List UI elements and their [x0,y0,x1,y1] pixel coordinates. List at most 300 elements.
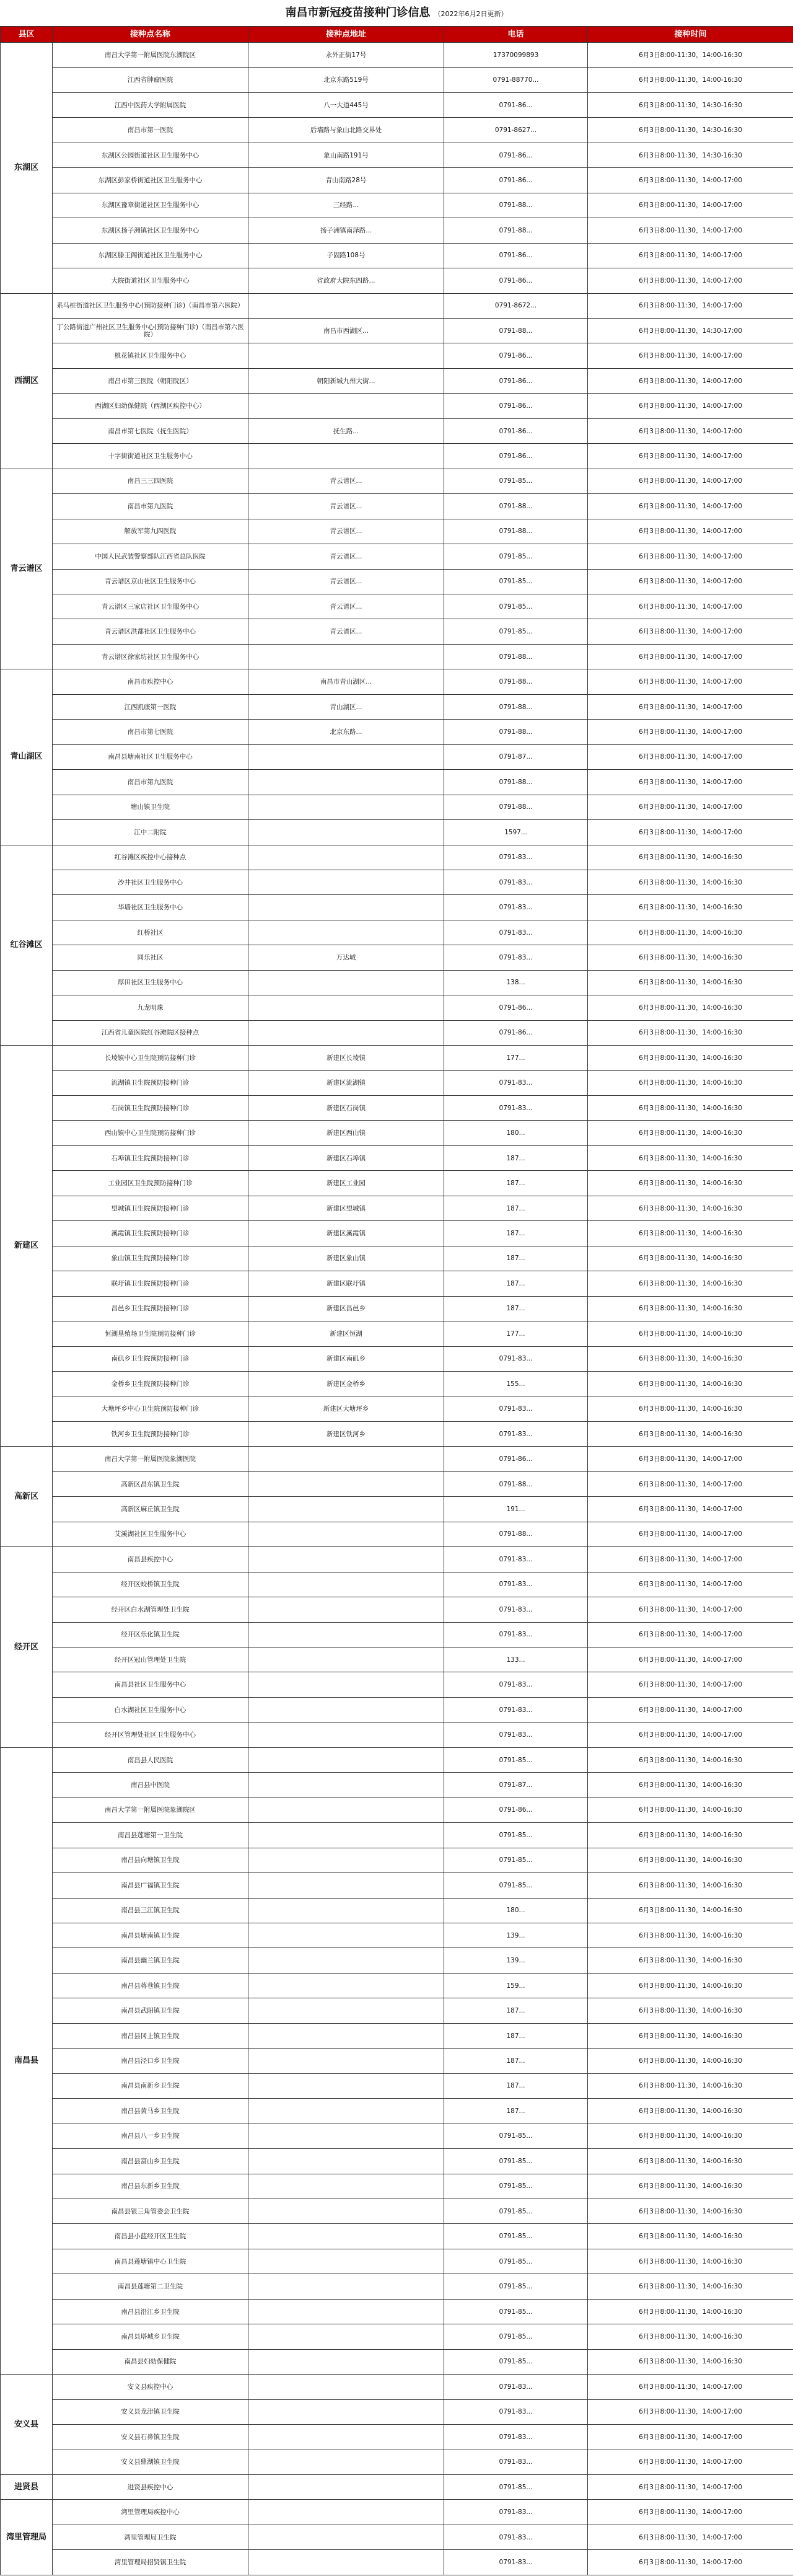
address-cell [248,2274,444,2299]
phone-cell: 0791-83... [444,845,588,870]
time-cell: 6月3日8:00-11:30，14:00-16:30 [588,1998,793,2023]
phone-cell: 0791-86... [444,243,588,268]
phone-cell: 0791-85... [444,1848,588,1872]
time-cell: 6月3日8:00-11:30，14:00-16:30 [588,1823,793,1848]
name-cell: 红谷滩区疾控中心接种点 [53,845,248,870]
time-cell: 6月3日8:00-11:30，14:00-17:00 [588,544,793,569]
table-row [1,118,793,143]
phone-cell: 0791-85... [444,2199,588,2223]
phone-cell: 187... [444,2073,588,2098]
vaccination-table [0,26,793,2575]
time-cell: 6月3日8:00-11:30，14:00-16:30 [588,1747,793,1772]
time-cell: 6月3日8:00-11:30，14:00-16:30 [588,2199,793,2223]
table-row [1,945,793,970]
phone-cell: 187... [444,2099,588,2124]
table-row [1,1773,793,1797]
name-cell: 南昌县银三角管委会卫生院 [53,2199,248,2223]
table-row [1,1647,793,1672]
table-row [1,770,793,795]
phone-cell: 0791-88... [444,218,588,243]
phone-cell: 0791-83... [444,920,588,945]
address-cell [248,795,444,819]
table-row [1,1747,793,1772]
name-cell: 金桥乡卫生院预防接种门诊 [53,1372,248,1396]
time-cell: 6月3日8:00-11:30，14:00-16:30 [588,2149,793,2174]
table-row [1,2349,793,2374]
phone-cell: 0791-83... [444,1421,588,1446]
phone-cell: 0791-83... [444,895,588,920]
address-cell [248,2349,444,2374]
phone-cell: 0791-83... [444,2500,588,2525]
name-cell: 望城镇卫生院预防接种门诊 [53,1196,248,1220]
phone-cell: 0791-86... [444,995,588,1020]
table-row [1,1998,793,2023]
address-cell [248,1823,444,1848]
address-cell [248,1497,444,1522]
time-cell: 6月3日8:00-11:30，14:00-17:00 [588,1522,793,1546]
address-cell [248,2500,444,2525]
time-cell: 6月3日8:00-11:30，14:00-16:30 [588,2049,793,2073]
name-cell: 南昌县莲塘第二卫生院 [53,2274,248,2299]
name-cell: 南昌市第一医院 [53,118,248,143]
table-row [1,2073,793,2098]
phone-cell: 187... [444,1171,588,1196]
table-row [1,1196,793,1220]
address-cell [248,1873,444,1898]
name-cell: 东湖区扬子洲镇社区卫生服务中心 [53,218,248,243]
name-cell: 南昌县武阳镇卫生院 [53,1998,248,2023]
phone-cell: 0791-85... [444,619,588,644]
name-cell: 桃花镇社区卫生服务中心 [53,343,248,368]
phone-cell: 0791-88... [444,1522,588,1546]
time-cell: 6月3日8:00-11:30，14:00-17:00 [588,1597,793,1622]
address-cell: 青云谱区... [248,519,444,544]
district-cell: 西湖区 [1,293,53,469]
address-cell [248,1572,444,1597]
address-cell [248,2474,444,2499]
name-cell: 工业园区卫生院预防接种门诊 [53,1171,248,1196]
time-cell: 6月3日8:00-11:30，14:00-16:30 [588,1171,793,1196]
phone-cell: 0791-85... [444,2124,588,2148]
table-row [1,318,793,343]
address-cell [248,2299,444,2324]
phone-cell: 0791-83... [444,1070,588,1095]
phone-cell: 187... [444,1246,588,1271]
time-cell: 6月3日8:00-11:30，14:30-16:30 [588,92,793,117]
time-cell: 6月3日8:00-11:30，14:00-17:00 [588,594,793,619]
table-row [1,243,793,268]
address-cell [248,820,444,845]
phone-cell: 0791-86... [444,368,588,393]
phone-cell: 0791-85... [444,2349,588,2374]
time-cell: 6月3日8:00-11:30，14:00-17:00 [588,2550,793,2575]
name-cell: 湾里管理局卫生院 [53,2525,248,2549]
header-name: 接种点名称 [53,27,248,43]
time-cell: 6月3日8:00-11:30，14:00-16:30 [588,43,793,68]
time-cell: 6月3日8:00-11:30，14:00-17:00 [588,193,793,218]
time-cell: 6月3日8:00-11:30，14:00-17:00 [588,619,793,644]
name-cell: 厚田社区卫生服务中心 [53,970,248,995]
name-cell: 南昌市第七医院 [53,720,248,744]
time-cell: 6月3日8:00-11:30，14:00-16:30 [588,1020,793,1045]
time-cell: 6月3日8:00-11:30，14:00-17:00 [588,243,793,268]
time-cell: 6月3日8:00-11:30，14:00-17:00 [588,1672,793,1697]
phone-cell: 187... [444,1296,588,1321]
table-row [1,845,793,870]
address-cell [248,1747,444,1772]
phone-cell: 0791-85... [444,2474,588,2499]
address-cell [248,770,444,795]
phone-cell: 0791-88... [444,318,588,343]
phone-cell: 138... [444,970,588,995]
time-cell: 6月3日8:00-11:30，14:00-16:30 [588,2174,793,2199]
table-row [1,2474,793,2499]
phone-cell: 0791-8627... [444,118,588,143]
phone-cell: 0791-86... [444,444,588,469]
time-cell: 6月3日8:00-11:30，14:00-17:00 [588,218,793,243]
time-cell: 6月3日8:00-11:30，14:00-16:30 [588,1873,793,1898]
time-cell: 6月3日8:00-11:30，14:00-17:00 [588,720,793,744]
address-cell: 扬子洲镇南泽路... [248,218,444,243]
phone-cell: 1597... [444,820,588,845]
phone-cell: 0791-86... [444,418,588,443]
name-cell: 进贤县疾控中心 [53,2474,248,2499]
table-row [1,168,793,193]
time-cell: 6月3日8:00-11:30，14:30-16:30 [588,118,793,143]
address-cell [248,2073,444,2098]
district-cell: 高新区 [1,1447,53,1547]
table-row [1,870,793,894]
name-cell: 南昌县塘南社区卫生服务中心 [53,744,248,769]
address-cell [248,1020,444,1045]
address-cell: 朝阳新城九州大街... [248,368,444,393]
phone-cell: 0791-85... [444,2224,588,2249]
name-cell: 长堎镇中心卫生院预防接种门诊 [53,1046,248,1070]
phone-cell: 0791-83... [444,2450,588,2474]
name-cell: 大塘坪乡中心卫生院预防接种门诊 [53,1396,248,1421]
time-cell: 6月3日8:00-11:30，14:00-17:00 [588,343,793,368]
name-cell: 湾里管理局疾控中心 [53,2500,248,2525]
address-cell [248,2525,444,2549]
table-row [1,995,793,1020]
table-row [1,2525,793,2549]
name-cell: 西山镇中心卫生院预防接种门诊 [53,1121,248,1145]
address-cell: 子固路108号 [248,243,444,268]
phone-cell: 0791-83... [444,1697,588,1722]
address-cell: 青云谱区... [248,494,444,519]
time-cell: 6月3日8:00-11:30，14:30-16:30 [588,143,793,167]
phone-cell: 180... [444,1121,588,1145]
time-cell: 6月3日8:00-11:30，14:00-17:00 [588,2474,793,2499]
phone-cell: 0791-83... [444,945,588,970]
name-cell: 安义县龙津镇卫生院 [53,2399,248,2424]
address-cell: 三经路... [248,193,444,218]
phone-cell: 0791-85... [444,469,588,493]
phone-cell: 0791-86... [444,394,588,418]
address-cell [248,2324,444,2349]
time-cell: 6月3日8:00-11:30，14:00-17:00 [588,669,793,694]
time-cell: 6月3日8:00-11:30，14:00-16:30 [588,2274,793,2299]
time-cell: 6月3日8:00-11:30，14:00-17:00 [588,1471,793,1496]
address-cell: 新建区流湖镇 [248,1070,444,1095]
time-cell: 6月3日8:00-11:30，14:00-17:00 [588,644,793,669]
time-cell: 6月3日8:00-11:30，14:00-16:30 [588,1773,793,1797]
phone-cell: 187... [444,2049,588,2073]
address-cell [248,1447,444,1471]
time-cell: 6月3日8:00-11:30，14:00-17:00 [588,268,793,293]
name-cell: 青云谱区徐家坊社区卫生服务中心 [53,644,248,669]
time-cell: 6月3日8:00-11:30，14:00-17:00 [588,1447,793,1471]
time-cell: 6月3日8:00-11:30，14:00-16:30 [588,2073,793,2098]
table-row [1,694,793,719]
table-row [1,218,793,243]
address-cell: 青云谱区... [248,544,444,569]
address-cell [248,845,444,870]
table-body [1,43,793,2575]
table-row [1,1522,793,1546]
time-cell: 6月3日8:00-11:30，14:00-16:30 [588,1246,793,1271]
address-cell [248,293,444,318]
address-cell: 万达城 [248,945,444,970]
time-cell: 6月3日8:00-11:30，14:00-16:30 [588,2249,793,2274]
phone-cell: 177... [444,1321,588,1346]
table-row [1,1296,793,1321]
address-cell [248,2149,444,2174]
table-row [1,1171,793,1196]
header-district: 县区 [1,27,53,43]
table-row [1,469,793,493]
address-cell [248,2224,444,2249]
phone-cell: 0791-86... [444,1020,588,1045]
phone-cell: 0791-83... [444,1572,588,1597]
phone-cell: 139... [444,1923,588,1947]
time-cell: 6月3日8:00-11:30，14:00-17:00 [588,1722,793,1747]
name-cell: 昌邑乡卫生院预防接种门诊 [53,1296,248,1321]
name-cell: 东湖区滕王阁街道社区卫生服务中心 [53,243,248,268]
time-cell: 6月3日8:00-11:30，14:00-17:00 [588,1497,793,1522]
name-cell: 经开区蛟桥镇卫生院 [53,1572,248,1597]
name-cell: 丁公路街道广州社区卫生服务中心(预防接种门诊)（南昌市第六医院） [53,318,248,343]
name-cell: 经开区管理处社区卫生服务中心 [53,1722,248,1747]
table-row [1,1221,793,1246]
table-row [1,644,793,669]
address-cell [248,970,444,995]
name-cell: 高新区昌东镇卫生院 [53,1471,248,1496]
name-cell: 系马桩街道社区卫生服务中心(预防接种门诊)（南昌市第六医院） [53,293,248,318]
name-cell: 南昌县塘南镇卫生院 [53,1923,248,1947]
address-cell [248,1471,444,1496]
phone-cell: 0791-85... [444,2149,588,2174]
name-cell: 东湖区彭家桥街道社区卫生服务中心 [53,168,248,193]
name-cell: 溪霞镇卫生院预防接种门诊 [53,1221,248,1246]
address-cell [248,1797,444,1822]
phone-cell: 139... [444,1948,588,1973]
table-row [1,2500,793,2525]
phone-cell: 0791-87... [444,1773,588,1797]
address-cell: 八一大道445号 [248,92,444,117]
name-cell: 江西省肿瘤医院 [53,68,248,92]
address-cell: 象山南路191号 [248,143,444,167]
phone-cell: 0791-83... [444,2375,588,2399]
table-row [1,1697,793,1722]
time-cell: 6月3日8:00-11:30，14:00-17:00 [588,1647,793,1672]
name-cell: 中国人民武装警察部队江西省总队医院 [53,544,248,569]
address-cell [248,444,444,469]
table-row [1,720,793,744]
table-row [1,368,793,393]
address-cell [248,1672,444,1697]
phone-cell: 0791-86... [444,343,588,368]
name-cell: 南昌县南新乡卫生院 [53,2073,248,2098]
address-cell [248,1697,444,1722]
address-cell: 青云谱区... [248,594,444,619]
phone-cell: 0791-83... [444,1547,588,1572]
table-row [1,293,793,318]
name-cell: 南昌县莲塘第一卫生院 [53,1823,248,1848]
time-cell: 6月3日8:00-11:30，14:00-17:00 [588,293,793,318]
time-cell: 6月3日8:00-11:30，14:00-16:30 [588,1321,793,1346]
name-cell: 江西中医药大学附属医院 [53,92,248,117]
phone-cell: 0791-85... [444,569,588,594]
time-cell: 6月3日8:00-11:30，14:00-17:00 [588,494,793,519]
phone-cell: 0791-85... [444,1873,588,1898]
table-row [1,1572,793,1597]
phone-cell: 0791-88770... [444,68,588,92]
time-cell: 6月3日8:00-11:30，14:00-17:00 [588,1547,793,1572]
time-cell: 6月3日8:00-11:30，14:00-17:00 [588,1622,793,1647]
name-cell: 十字街街道社区卫生服务中心 [53,444,248,469]
time-cell: 6月3日8:00-11:30，14:00-16:30 [588,68,793,92]
phone-cell: 0791-86... [444,143,588,167]
name-cell: 南昌大学第一附属医院东湖院区 [53,43,248,68]
time-cell: 6月3日8:00-11:30，14:00-17:00 [588,418,793,443]
table-row [1,343,793,368]
address-cell [248,2174,444,2199]
name-cell: 红桥社区 [53,920,248,945]
table-row [1,2174,793,2199]
name-cell: 南昌大学第一附属医院象湖院区 [53,1797,248,1822]
phone-cell: 0791-87... [444,744,588,769]
time-cell: 6月3日8:00-11:30，14:00-16:30 [588,2324,793,2349]
time-cell: 6月3日8:00-11:30，14:00-17:00 [588,1697,793,1722]
name-cell: 经开区乐化镇卫生院 [53,1622,248,1647]
address-cell: 新建区恒湖 [248,1321,444,1346]
table-row [1,1923,793,1947]
table-row [1,820,793,845]
phone-cell: 0791-88... [444,193,588,218]
name-cell: 南昌县小蓝经开区卫生院 [53,2224,248,2249]
address-cell [248,644,444,669]
phone-cell: 0791-85... [444,1823,588,1848]
time-cell: 6月3日8:00-11:30，14:00-16:30 [588,1973,793,1998]
table-row [1,895,793,920]
name-cell: 青云谱区三家店社区卫生服务中心 [53,594,248,619]
time-cell: 6月3日8:00-11:30，14:00-17:00 [588,569,793,594]
name-cell: 南矶乡卫生院预防接种门诊 [53,1346,248,1371]
name-cell: 江西凯康第一医院 [53,694,248,719]
name-cell: 石埠镇卫生院预防接种门诊 [53,1145,248,1170]
table-row [1,1948,793,1973]
time-cell: 6月3日8:00-11:30，14:00-16:30 [588,1421,793,1446]
address-cell [248,2450,444,2474]
time-cell: 6月3日8:00-11:30，14:00-16:30 [588,1046,793,1070]
time-cell: 6月3日8:00-11:30，14:00-17:00 [588,2375,793,2399]
header-time: 接种时间 [588,27,793,43]
time-cell: 6月3日8:00-11:30，14:00-16:30 [588,2299,793,2324]
phone-cell: 0791-88... [444,694,588,719]
phone-cell: 0791-86... [444,1797,588,1822]
name-cell: 南昌市第九医院 [53,770,248,795]
time-cell: 6月3日8:00-11:30，14:00-16:30 [588,1396,793,1421]
phone-cell: 0791-83... [444,1096,588,1121]
name-cell: 解放军第九四医院 [53,519,248,544]
name-cell: 东湖区公园街道社区卫生服务中心 [53,143,248,167]
time-cell: 6月3日8:00-11:30，14:00-16:30 [588,1346,793,1371]
time-cell: 6月3日8:00-11:30，14:00-17:00 [588,469,793,493]
table-row [1,744,793,769]
address-cell [248,1948,444,1973]
table-row [1,1497,793,1522]
table-row [1,1346,793,1371]
address-cell [248,1647,444,1672]
page-title [0,0,793,26]
time-cell: 6月3日8:00-11:30，14:00-16:30 [588,2224,793,2249]
table-row [1,92,793,117]
time-cell: 6月3日8:00-11:30，14:00-17:00 [588,694,793,719]
name-cell: 湾里管理局招贤镇卫生院 [53,2550,248,2575]
table-row [1,1046,793,1070]
address-cell [248,2099,444,2124]
address-cell [248,1622,444,1647]
time-cell: 6月3日8:00-11:30，14:00-16:30 [588,1797,793,1822]
address-cell [248,1773,444,1797]
phone-cell: 0791-83... [444,1622,588,1647]
table-row [1,43,793,68]
district-cell: 湾里管理局 [1,2500,53,2575]
name-cell: 青云谱区洪都社区卫生服务中心 [53,619,248,644]
name-cell: 白水湖社区卫生服务中心 [53,1697,248,1722]
time-cell: 6月3日8:00-11:30，14:00-17:00 [588,394,793,418]
address-cell [248,895,444,920]
phone-cell: 0791-88... [444,795,588,819]
phone-cell: 0791-86... [444,92,588,117]
name-cell: 安义县疾控中心 [53,2375,248,2399]
phone-cell: 187... [444,1196,588,1220]
time-cell: 6月3日8:00-11:30，14:00-16:30 [588,1145,793,1170]
phone-cell: 0791-88... [444,494,588,519]
phone-cell: 177... [444,1046,588,1070]
table-row [1,68,793,92]
time-cell: 6月3日8:00-11:30，14:00-17:00 [588,168,793,193]
time-cell: 6月3日8:00-11:30，14:00-16:30 [588,1923,793,1947]
address-cell: 省政府大院东四路... [248,268,444,293]
address-cell: 新建区南矶乡 [248,1346,444,1371]
time-cell: 6月3日8:00-11:30，14:00-16:30 [588,995,793,1020]
address-cell: 青云谱区... [248,619,444,644]
phone-cell: 0791-86... [444,168,588,193]
address-cell [248,2249,444,2274]
name-cell: 南昌市第三医院（朝阳院区） [53,368,248,393]
address-cell: 南昌市青山湖区... [248,669,444,694]
address-cell [248,1522,444,1546]
table-row [1,1848,793,1872]
header-address: 接种点地址 [248,27,444,43]
phone-cell: 0791-85... [444,2249,588,2274]
phone-cell: 0791-88... [444,770,588,795]
table-row [1,1622,793,1647]
district-cell: 南昌县 [1,1747,53,2374]
district-cell: 新建区 [1,1046,53,1447]
